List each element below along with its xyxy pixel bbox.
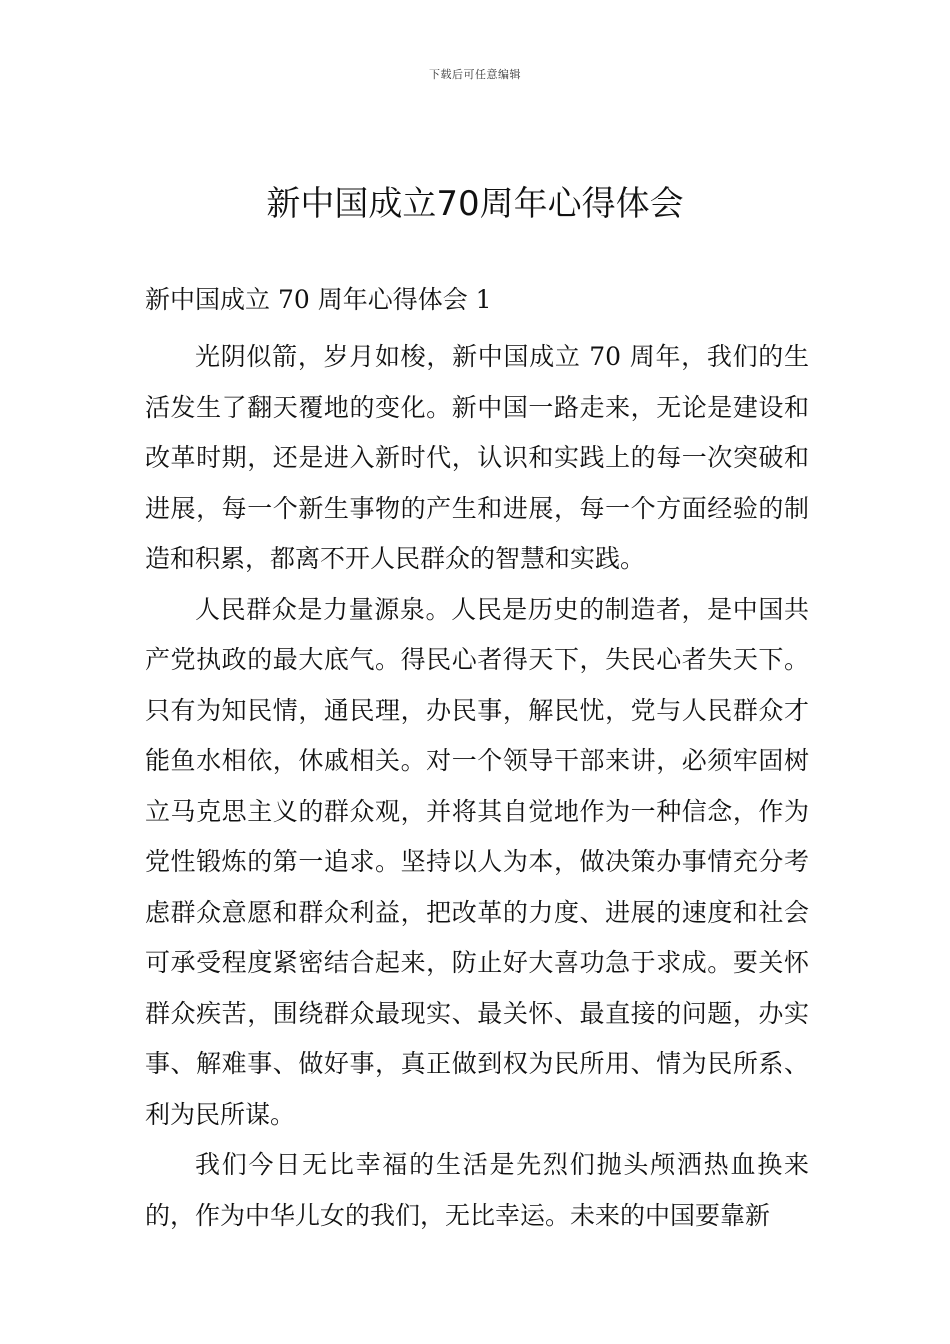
body-paragraph-2: 人民群众是力量源泉。人民是历史的制造者，是中国共产党执政的最大底气。得民心者得天下，失民心者失天下。只有为知民情，通民理，办民事，解民忧，党与人民群众才能鱼水相依，休戚相关。对一个领导干部来讲，必须牢固树立马克思主义的群众观，并将其自觉地作为一种信念，作为党性锻炼的第一追求。坚持以人为本，做决策办事情充分考虑群众意愿和群众利益，把改革的力度、进展的速度和社会可承受程度紧密结合起来，防止好大喜功急于求成。要关怀群众疾苦，围绕群众最现实、最关怀、最直接的问题，办实事、解难事、做好事，真正做到权为民所用、情为民所系、利为民所谋。 (145, 594, 809, 1129)
document-body (145, 282, 809, 1241)
document-title: 新中国成立70周年心得体会 (266, 184, 684, 224)
body-paragraph-1: 光阴似箭，岁月如梭，新中国成立 70 周年，我们的生活发生了翻天覆地的变化。新中国一路走来，无论是建设和改革时期，还是进入新时代，认识和实践上的每一次突破和进展，每一个新生事物的产生和进展，每一个方面经验的制造和积累，都离不开人民群众的智慧和实践。 (145, 342, 809, 573)
header-note: 下载后可任意编辑 (429, 68, 521, 81)
section-subheading: 新中国成立 70 周年心得体会 1 (145, 285, 492, 314)
body-paragraph-3: 我们今日无比幸福的生活是先烈们抛头颅洒热血换来的，作为中华儿女的我们，无比幸运。未来的中国要靠新 (145, 1150, 809, 1230)
